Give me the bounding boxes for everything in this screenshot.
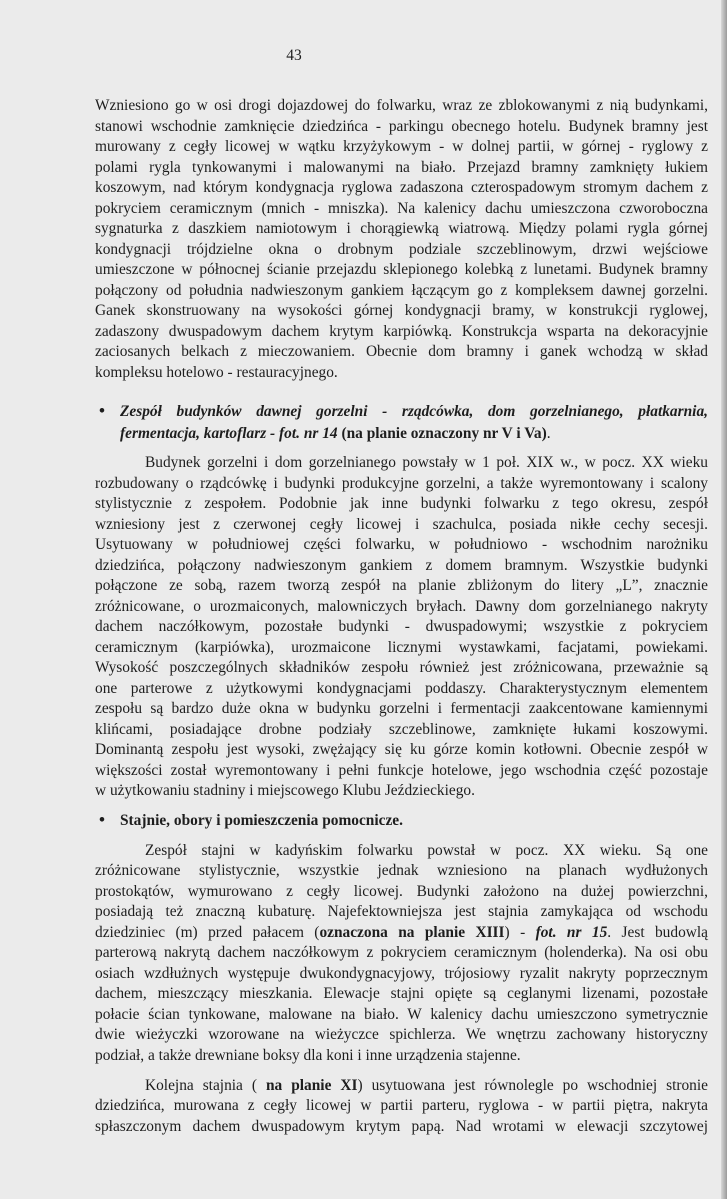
- text-line: [120, 810, 708, 832]
- emphasized-text: fermentacja, kartoflarz - fot. nr 14: [120, 424, 338, 442]
- text-line: sygnaturka z daszkiem namiotowym i chorągiewką wiatrową. Między polami rygla górnej: [95, 220, 708, 237]
- bullet-icon: •: [99, 400, 105, 420]
- text-line: zadaszony dwuspadowym dachem krytym karpiówką. Konstrukcja wsparta na dekoracyjnie: [95, 322, 708, 340]
- text-line: połacie ścian tynkowane, malowane na biało. W kalenicy dachu umieszczono symetrycznie: [95, 1005, 708, 1023]
- section-heading: [95, 401, 708, 445]
- text-line: połączone ze sobą, razem tworzą zespół na planie zbliżonym do litery „L”, znacznie: [95, 577, 708, 594]
- text-line: połączony od południa nadwieszonym gankiem łączącym go z kompleksem dawnej gorzelni.: [95, 281, 708, 299]
- text-line: dwie wieżyczki wzorowane na wieżyczce spichlerza. We wnętrzu zachowany historyczny: [95, 1026, 708, 1043]
- text-line: dziedzińca, murowana z cegły licowej w partii parteru, ryglowa - w partii piętra, nakryta: [95, 1097, 708, 1114]
- text-line: ceramicznym (karpiówka), urozmaicone licznymi wystawkami, facjatami, powiekami.: [95, 638, 708, 656]
- emphasized-text: fot. nr 15: [535, 923, 608, 941]
- bullet-icon: •: [99, 810, 105, 829]
- text-line: [120, 401, 708, 423]
- scan-edge: [721, 0, 727, 1199]
- text-segment: .: [546, 424, 551, 442]
- text-line: rozbudowany o rządcówkę i budynki produkcyjne gorzelni, a także wyremontowany i scalony: [95, 474, 708, 492]
- text-line: spłaszczonym dachem dwuspadowym krytym papą. Nad wrotami w elewacji szczytowej: [95, 1117, 708, 1135]
- text-line: murowany z cegły licowej w wątku krzyżykowym - w dolnej partii, w górnej - ryglowy z: [95, 138, 708, 155]
- paragraph: [95, 453, 708, 802]
- text-line: prostokątów, wymurowano z cegły licowej. Budynki założono na dużej powierzchni,: [95, 882, 708, 900]
- emphasized-text: oznaczona na planie XIII: [319, 923, 505, 941]
- text-line: wzniesiony jest z czerwonej cegły licowej i szachulca, posiada nikłe cechy secesji.: [95, 515, 708, 533]
- text-line: posiadają też znaczną kubaturę. Najefektowniejsza jest stajnia zamykająca od wschodu: [95, 903, 708, 920]
- text-line: klińcami, posiadające drobne podziały szczeblinowe, zamknięte łukami koszowymi.: [95, 720, 708, 738]
- page-number: 43: [286, 47, 302, 64]
- text-line: polami rygla tynkowanymi i malowanymi na biało. Przejazd bramny zamknięty łukiem: [95, 158, 708, 176]
- text-line: Ganek skonstruowany na wysokości górnej kondygnacji bramy, w konstrukcji ryglowej,: [95, 302, 708, 319]
- text-line: większości został wyremontowany i pełni funkcje hotelowe, jego wschodnia część pozostaje: [95, 761, 708, 779]
- text-line: Zespół stajni w kadyńskim folwarku powstał w pocz. XX wieku. Są one: [145, 841, 708, 859]
- text-segment: . Jest budowlą: [607, 923, 708, 941]
- text-line: osiach wzdłużnych występuje dwukondygnacyjowy, trójosiowy ryzalit nakryty poprzecznym: [95, 964, 708, 982]
- text-line: kondygnacji trójdzielne okna o drobnym podziale szczeblinowym, drzwi wejściowe: [95, 240, 708, 258]
- emphasized-text: Zespół budynków dawnej gorzelni - rządcówka, dom gorzelnianego, płatkarnia,: [120, 402, 708, 420]
- text-line: dachem, mieszczący mieszkania. Elewacje stajni opięte są ceglanymi lizenami, pozostałe: [95, 985, 708, 1002]
- text-line: [95, 1076, 708, 1097]
- text-line: umieszczone w północnej ścianie przejazdu sklepionego kolebką z lunetami. Budynek bramny: [95, 261, 708, 278]
- emphasized-text: (na planie oznaczony nr V i Va): [341, 424, 547, 442]
- text-line: zaciosanych belkach z mieczowaniem. Obecnie dom bramny i ganek wchodzą w skład: [95, 343, 708, 360]
- text-line: kompleksu hotelowo - restauracyjnego.: [95, 363, 338, 381]
- emphasized-text: Stajnie, obory i pomieszczenia pomocnicze.: [120, 812, 403, 829]
- text-line: Budynek gorzelni i dom gorzelnianego powstały w 1 poł. XIX w., w pocz. XX wieku: [145, 454, 708, 471]
- text-segment: dziedziniec (m) przed pałacem (: [95, 923, 320, 941]
- text-segment: ) usytuowana jest równolegle po wschodniej stronie: [357, 1076, 708, 1094]
- text-line: [95, 923, 708, 944]
- emphasized-text: na planie XI: [265, 1076, 358, 1094]
- text-line: stanowi wschodnie zamknięcie dziedzińca - parkingu obecnego hotelu. Budynek bramny jest: [95, 117, 708, 135]
- text-line: stylistycznie z zespołem. Podobnie jak inne budynki folwarku z tego okresu, zespół: [95, 495, 708, 512]
- text-line: Dominantą zespołu jest wysoki, zwężający się ku górze komin kotłowni. Obecnie zespół w: [95, 741, 708, 758]
- text-line: Wzniesiono go w osi drogi dojazdowej do folwarku, wraz ze zblokowanymi z nią budynkami,: [95, 97, 708, 114]
- text-line: [120, 423, 708, 445]
- text-line: koszowym, nad którym kondygnacja ryglowa zadaszona czterospadowym stromym dachem z: [95, 179, 708, 196]
- text-line: zróżnicowane, o urozmaiconych, malowniczych bryłach. Dawny dom gorzelnianego nakryty: [95, 597, 708, 615]
- text-line: w użytkowaniu stadniny i miejscowego Klubu Jeździeckiego.: [95, 782, 475, 799]
- section-heading: [95, 810, 708, 832]
- paragraph: [95, 96, 708, 383]
- text-line: dachem naczółkowym, pozostałe budynki - dwuspadowymi; wszystkie z pokryciem: [95, 618, 708, 635]
- text-line: zespołu są bardzo duże okna w budynku gorzelni i fermentacji zaakcentowane kamiennymi: [95, 700, 708, 717]
- text-line: Usytuowany w południowej części folwarku, w południowo - wschodnim narożniku: [95, 536, 708, 553]
- text-line: parterową nakrytą dachem naczółkowym z pokryciem ceramicznym (holenderka). Na osi obu: [95, 944, 708, 961]
- text-line: dziedzińca, połączony nadwieszonym gankiem z domem bramnym. Wszystkie budynki: [95, 556, 708, 574]
- text-line: podział, a także drewniane boksy dla koni i inne urządzenia stajenne.: [95, 1046, 521, 1064]
- document-body: [95, 96, 708, 1137]
- text-line: pokryciem ceramicznym (mnich - mniszka). Na kalenicy dachu umieszczona czworoboczna: [95, 199, 708, 217]
- text-line: Wysokość poszczególnych składników zespołu również jest zróżnicowana, przeważnie są: [95, 659, 708, 676]
- paragraph: [95, 841, 708, 1067]
- text-line: one parterowe z użytkowymi kondygnacjami poddaszy. Charakterystycznym elementem: [95, 679, 708, 697]
- text-segment: ) -: [504, 923, 536, 941]
- text-segment: Kolejna stajnia (: [145, 1076, 266, 1094]
- paragraph: [95, 1076, 708, 1138]
- text-line: zróżnicowane stylistycznie, wszystkie jednak wzniesiono na planach wydłużonych: [95, 862, 708, 879]
